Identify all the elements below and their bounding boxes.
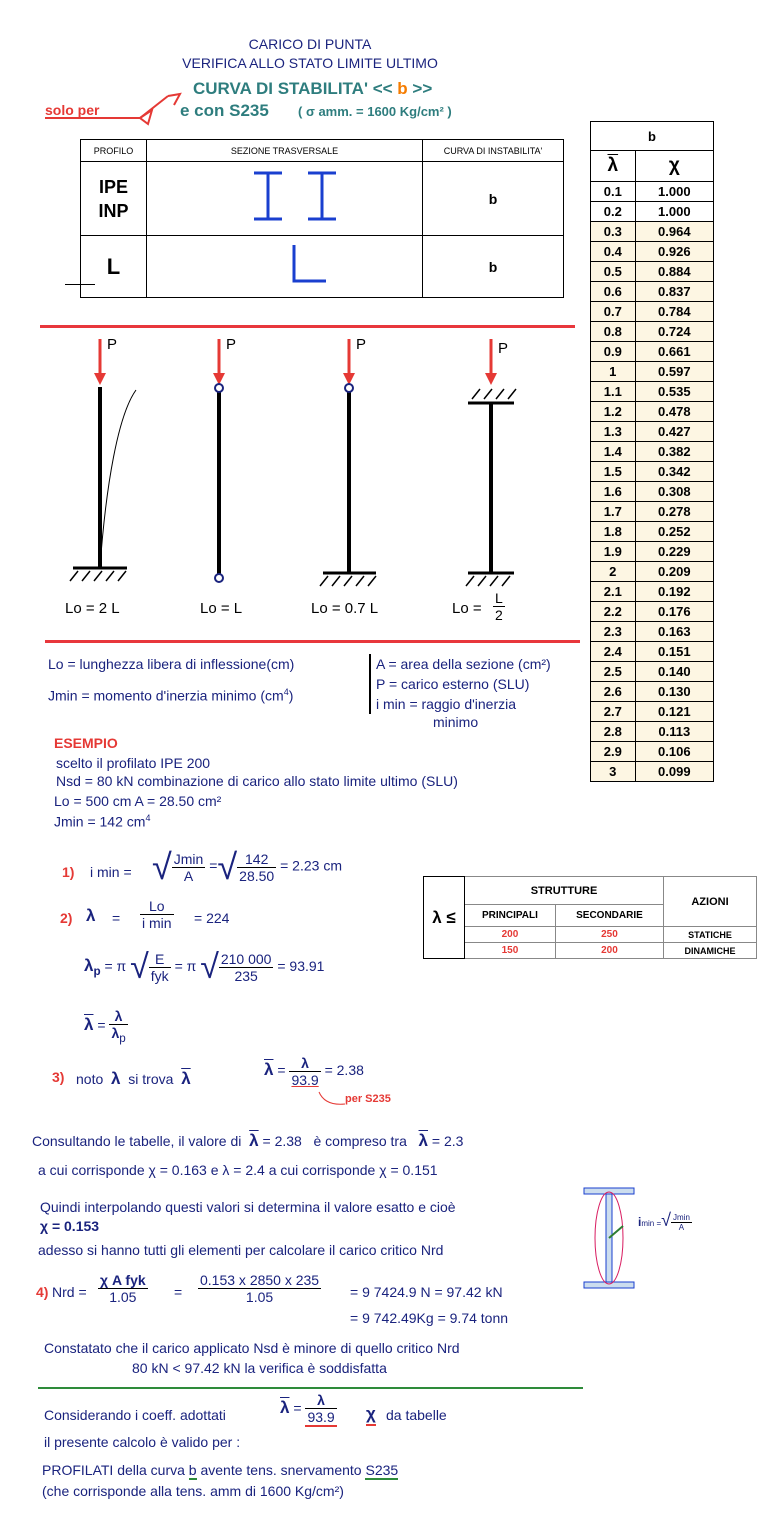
lambda-row <box>591 422 714 442</box>
lambda-p-formula: $\lambda_p = \pi$ √ $\frac{E}{\text{fyk}}$ = π √ $\frac{210 000}{235}$ = 93.91 <box>84 948 325 986</box>
step-2-eq: = <box>112 910 121 926</box>
final-line4: (che corrisponde alla tens. amm di 1600 Kg/cm²) <box>42 1483 344 1499</box>
step-1-lhs: i min = <box>90 864 132 880</box>
lambda-cell: 0.2 <box>591 202 636 222</box>
divider <box>38 1387 583 1389</box>
step-2-fraction: Lo i min <box>142 898 172 931</box>
divider <box>45 640 580 643</box>
lambda-row <box>591 442 714 462</box>
angle-icon <box>148 237 421 291</box>
step-4-eq: = <box>174 1284 183 1300</box>
interp-line4: χ = 0.153 <box>40 1218 100 1234</box>
step-4-fraction2: $\frac{0.153 x 2850 x 235}{1.05}$ <box>200 1272 320 1305</box>
lambda-cell: 1.4 <box>591 442 636 462</box>
interp-line2: a cui corrisponde χ = 0.163 e λ = 2.4 a cui corrisponde χ = 0.151 <box>38 1162 438 1178</box>
lambda-bar-formula: $\overline{\lambda}$ = $\frac{\lambda}{\lambda_p}$ <box>84 1008 126 1045</box>
lambda-row <box>591 402 714 422</box>
example-line4: Jmin = 142 $cm^4$ <box>54 813 151 830</box>
lambda-cell: 2.3 <box>591 622 636 642</box>
divider <box>40 325 575 328</box>
limit-cell: 200 <box>555 943 663 959</box>
lambda-cell: 0.5 <box>591 262 636 282</box>
chi-cell: 0.884 <box>635 262 713 282</box>
chi-cell: 0.661 <box>635 342 713 362</box>
legend-imin: i min = raggio d'inerzia <box>376 696 517 712</box>
profile-table <box>80 139 564 298</box>
lambda-row <box>591 742 714 762</box>
lambda-row <box>591 722 714 742</box>
legend-separator <box>369 654 371 714</box>
lambda-cell: 2.7 <box>591 702 636 722</box>
lambda-cell: 2.2 <box>591 602 636 622</box>
chi-cell: 0.151 <box>635 642 713 662</box>
azioni-header: AZIONI <box>664 877 757 927</box>
limit-cell: 200 <box>465 927 556 943</box>
lambda-cell: 1.7 <box>591 502 636 522</box>
chi-cell: 0.478 <box>635 402 713 422</box>
lambda-limit: λ ≤ <box>424 877 465 959</box>
legend-p: P = carico esterno (SLU) <box>376 676 530 692</box>
half-fraction: $\frac{L}{2}$ <box>495 590 503 623</box>
chi-cell: 0.209 <box>635 562 713 582</box>
step-1-num: 1) <box>62 864 75 880</box>
final-line1: Considerando i coeff. adottati <box>44 1407 226 1423</box>
chi-cell: 0.964 <box>635 222 713 242</box>
final-line1b: da tabelle <box>386 1407 447 1423</box>
lambda-cell: 2.9 <box>591 742 636 762</box>
i-beam-icon <box>148 163 421 229</box>
interp-line5: adesso si hanno tutti gli elementi per calcolare il carico critico Nrd <box>38 1242 444 1258</box>
lambda-row <box>591 322 714 342</box>
step-4-result2: = 9 742.49Kg = 9.74 tonn <box>350 1310 509 1326</box>
i-beam-radius-icon <box>580 1186 640 1291</box>
final-line3: PROFILATI della curva b avente tens. snervamento S235 <box>42 1462 399 1478</box>
lambda-row <box>591 602 714 622</box>
lambda-row <box>591 642 714 662</box>
legend-lo: Lo = lunghezza libera di inflessione(cm) <box>48 656 295 672</box>
profile-ipe: IPE INP <box>81 162 147 236</box>
chi-cell: 0.535 <box>635 382 713 402</box>
chi-cell: 0.099 <box>635 762 713 782</box>
chi-cell: 0.163 <box>635 622 713 642</box>
lambda-row <box>591 362 714 382</box>
load-label: P <box>226 336 237 353</box>
final-line2: il presente calcolo è valido per : <box>44 1434 241 1450</box>
lambda-row <box>591 382 714 402</box>
header-sezione: SEZIONE TRASVERSALE <box>147 140 423 162</box>
legend-imin-2: minimo <box>433 714 479 730</box>
lambda-cell: 0.6 <box>591 282 636 302</box>
chi-cell: 0.597 <box>635 362 713 382</box>
step-2-lambda: λ <box>86 906 96 925</box>
lambda-cell: 1.6 <box>591 482 636 502</box>
lambda-cell: 0.3 <box>591 222 636 242</box>
section-ipe <box>147 162 423 236</box>
lambda-row <box>591 262 714 282</box>
lambda-cell: 2.8 <box>591 722 636 742</box>
lambda-row <box>591 242 714 262</box>
lambda-header: $\overline{\lambda}$ <box>591 151 636 182</box>
lambda-chi-table <box>590 121 714 782</box>
step-2-result: = 224 <box>194 910 230 926</box>
lambda-row <box>591 702 714 722</box>
final-chi: χ <box>366 1404 376 1426</box>
interp-line1: Consultando le tabelle, il valore di $\overline{\lambda} = 2.38$ è compreso tra $\overline{\lambda} = 2.3$ <box>32 1131 464 1150</box>
lambda-row <box>591 522 714 542</box>
example-title: ESEMPIO <box>54 735 118 751</box>
chi-header: χ <box>635 151 713 182</box>
lambda-row <box>591 202 714 222</box>
chi-cell: 0.278 <box>635 502 713 522</box>
lambda-row <box>591 682 714 702</box>
example-line3: Lo = 500 cm A = 28.50 cm² <box>54 793 222 809</box>
lambda-row <box>591 462 714 482</box>
arrow-icon <box>40 88 185 128</box>
strutture-header: STRUTTURE <box>465 877 664 905</box>
lambda-row <box>591 762 714 782</box>
interp-line3: Quindi interpolando questi valori si determina il valore esatto e cioè <box>40 1199 456 1215</box>
lambda-cell: 0.7 <box>591 302 636 322</box>
step-4-lhs: Nrd = <box>52 1284 87 1300</box>
header-profilo: PROFILO <box>81 140 147 162</box>
step-3-formula: $\overline{\lambda}$ = $\frac{\lambda}{93.9}$ = 2.38 <box>264 1055 364 1088</box>
chi-cell: 0.382 <box>635 442 713 462</box>
lambda-row <box>591 222 714 242</box>
curve-l: b <box>423 236 564 298</box>
divider <box>65 284 95 285</box>
chi-cell: 0.427 <box>635 422 713 442</box>
legend-jmin: Jmin = momento d'inerzia minimo $(cm^4)$ <box>48 687 294 704</box>
chi-cell: 0.121 <box>635 702 713 722</box>
step-4-result1: = 9 7424.9 N = 97.42 kN <box>350 1284 503 1300</box>
lambda-cell: 0.9 <box>591 342 636 362</box>
title-line1: CARICO DI PUNTA <box>248 36 372 52</box>
lambda-row <box>591 282 714 302</box>
lo-2l-label: Lo = 2 L <box>65 600 120 617</box>
sigma-note: ( σ amm. = 1600 Kg/cm² ) <box>298 104 452 119</box>
chi-cell: 0.342 <box>635 462 713 482</box>
limit-cell: 250 <box>555 927 663 943</box>
lambda-cell: 2 <box>591 562 636 582</box>
lambda-cell: 1.3 <box>591 422 636 442</box>
conclusion-line2: 80 kN < 97.42 kN la verifica è soddisfatta <box>132 1360 387 1376</box>
lambda-cell: 1.1 <box>591 382 636 402</box>
lo-07l-label: Lo = 0.7 L <box>311 600 379 617</box>
action-cell: DINAMICHE <box>664 943 757 959</box>
lo-half-label: Lo = <box>452 600 482 617</box>
lambda-row <box>591 482 714 502</box>
secondarie-header: SECONDARIE <box>555 905 663 927</box>
step-4-num: 4) <box>36 1284 49 1300</box>
limit-cell: 150 <box>465 943 556 959</box>
lambda-cell: 1.9 <box>591 542 636 562</box>
legend-area: A = area della sezione (cm²) <box>376 656 551 672</box>
solo-per-label: solo per <box>45 102 100 118</box>
lambda-row <box>591 502 714 522</box>
imin-formula: imin =√ $\frac{Jmin}{A}$ <box>638 1210 690 1233</box>
chi-cell: 0.140 <box>635 662 713 682</box>
chi-cell: 0.113 <box>635 722 713 742</box>
chi-cell: 0.130 <box>635 682 713 702</box>
title-line2: VERIFICA ALLO STATO LIMITE ULTIMO <box>182 55 438 71</box>
chi-cell: 0.192 <box>635 582 713 602</box>
header-curva: CURVA DI INSTABILITA' <box>423 140 564 162</box>
lambda-row <box>591 542 714 562</box>
lambda-cell: 2.1 <box>591 582 636 602</box>
chi-cell: 1.000 <box>635 182 713 202</box>
lo-l-label: Lo = L <box>200 600 243 617</box>
chi-cell: 1.000 <box>635 202 713 222</box>
step-1-formula: √ $\frac{Jmin}{A}$ =√ $\frac{142}{28.50}$ = 2.23 cm <box>152 846 342 887</box>
lambda-cell: 1.5 <box>591 462 636 482</box>
lambda-row <box>591 622 714 642</box>
chi-cell: 0.106 <box>635 742 713 762</box>
lambda-cell: 0.4 <box>591 242 636 262</box>
lambda-cell: 1 <box>591 362 636 382</box>
step-3-text: noto λ si trova $\overline{\lambda}$ <box>76 1069 191 1088</box>
lambda-row <box>591 342 714 362</box>
final-formula: $\overline{\lambda}$ = $\frac{\lambda}{93.9}$ <box>280 1392 335 1425</box>
load-label: P <box>498 340 509 357</box>
chi-cell: 0.252 <box>635 522 713 542</box>
lambda-row <box>591 562 714 582</box>
chi-cell: 0.308 <box>635 482 713 502</box>
load-label: P <box>107 336 118 353</box>
slenderness-limits-table <box>423 876 757 959</box>
example-line2: Nsd = 80 kN combinazione di carico allo stato limite ultimo (SLU) <box>56 773 458 789</box>
step-3-note: per S235 <box>345 1093 391 1105</box>
action-cell: STATICHE <box>664 927 757 943</box>
lambda-cell: 2.4 <box>591 642 636 662</box>
step-3-num: 3) <box>52 1069 65 1085</box>
lambda-cell: 1.8 <box>591 522 636 542</box>
step-4-fraction1: χ A fyk 1.05 <box>100 1272 146 1305</box>
example-line1: scelto il profilato IPE 200 <box>56 755 211 771</box>
section-l <box>147 236 423 298</box>
lambda-row <box>591 582 714 602</box>
lambda-cell: 1.2 <box>591 402 636 422</box>
steel-title: e con S235 <box>180 101 269 120</box>
chi-cell: 0.229 <box>635 542 713 562</box>
principali-header: PRINCIPALI <box>465 905 556 927</box>
chi-cell: 0.724 <box>635 322 713 342</box>
chi-cell: 0.176 <box>635 602 713 622</box>
lambda-row <box>591 302 714 322</box>
curve-ipe: b <box>423 162 564 236</box>
chi-cell: 0.837 <box>635 282 713 302</box>
chi-cell: 0.784 <box>635 302 713 322</box>
lambda-row <box>591 182 714 202</box>
lambda-cell: 3 <box>591 762 636 782</box>
lambda-cell: 0.8 <box>591 322 636 342</box>
load-label: P <box>356 336 367 353</box>
step-2-num: 2) <box>60 910 73 926</box>
lambda-cell: 2.6 <box>591 682 636 702</box>
lambda-cell: 0.1 <box>591 182 636 202</box>
curve-header: b <box>591 122 714 151</box>
lambda-cell: 2.5 <box>591 662 636 682</box>
profile-l: L <box>81 236 147 298</box>
curve-title: CURVA DI STABILITA' << b >> <box>193 79 433 98</box>
conclusion-line1: Constatato che il carico applicato Nsd è minore di quello critico Nrd <box>44 1340 460 1356</box>
chi-cell: 0.926 <box>635 242 713 262</box>
lambda-row <box>591 662 714 682</box>
